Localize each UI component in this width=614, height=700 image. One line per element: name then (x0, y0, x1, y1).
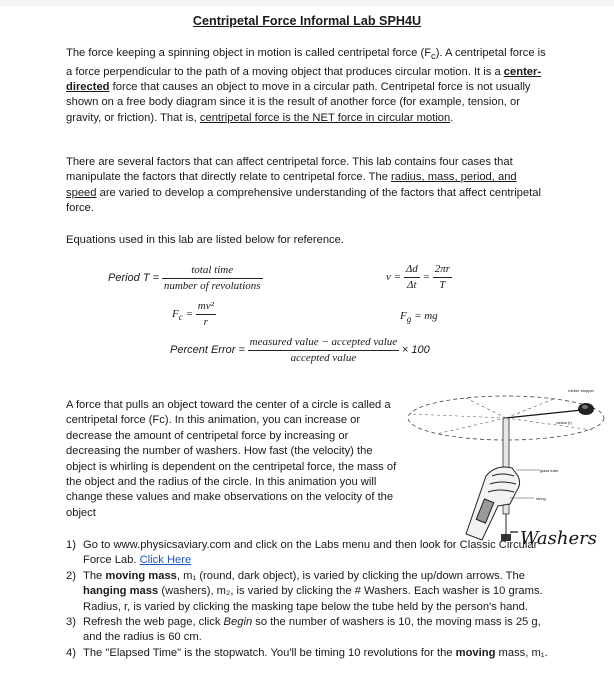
gravity-force-equation (400, 310, 438, 326)
step-number: 4) (66, 646, 76, 659)
step-text: The (83, 569, 106, 582)
string-label: string (536, 496, 546, 501)
step-4 (66, 646, 556, 661)
velocity-numerator-2: 2πr (433, 263, 452, 278)
step-number: 2) (66, 569, 76, 582)
net-force-statement: centripetal force is the NET force in circular motion (199, 111, 451, 124)
intro-text-3: force that causes an object to move in a circular path. Centripetal force is not usually shown on a free body diagram since it is the result of another force (for example, tension, or gravity, or friction). That is, (66, 81, 531, 124)
velocity-fraction-2 (433, 263, 452, 292)
intro-fc-subscript: c (431, 51, 436, 62)
step-2 (66, 569, 556, 615)
period-denominator: number of revolutions (163, 280, 261, 292)
percent-error-lhs: Percent Error = (170, 344, 245, 357)
percent-error-multiplier: × 100 (401, 344, 430, 357)
fg-subscript: g (406, 314, 412, 325)
fc-equals: = (182, 308, 193, 321)
click-here-link[interactable]: Click Here (139, 554, 192, 567)
rubber-stopper (578, 403, 594, 415)
step-text: Refresh the web page, click (83, 616, 224, 629)
hanging-string (501, 514, 511, 541)
period-lhs: Period T = (108, 272, 160, 285)
period-numerator: total time (162, 264, 263, 279)
intro-text-4: . (450, 111, 454, 124)
velocity-equals: = (422, 271, 430, 284)
whirling-apparatus-figure (406, 384, 606, 554)
centripetal-force-equation (172, 300, 216, 329)
fc-symbol: F (172, 308, 179, 321)
radius-label: radius (r) (556, 420, 573, 425)
step-number: 1) (66, 539, 76, 551)
hanging-mass-term: hanging mass (83, 585, 159, 598)
intro-text-2: ). A centripetal force is a force perpendicular to the path of a moving object that produces circular motion. It is a (66, 47, 546, 78)
page-top-edge (0, 0, 614, 6)
stopper-label: rubber stopper (568, 388, 595, 393)
begin-term: Begin (223, 616, 253, 629)
percent-error-fraction (248, 336, 400, 365)
radius-string (506, 410, 582, 418)
animation-paragraph: A force that pulls an object toward the center of a circle is called a centripetal force (Fc). In this animation, you can increase or decrease the amount of centripetal force by increasing or decreasing the number of washers. How fast (the velocity) the object is whirling is dependent on the centripetal force, the mass of the object and the radius of the circle. In this animation you will change these values and make observations on the velocity of the object (66, 399, 397, 519)
intro-paragraph (66, 46, 548, 126)
percent-error-equation (170, 336, 430, 365)
factors-text-1: There are several factors that can affect centripetal force. This lab contains four cases that manipulate the factors that directly relate to centripetal force. The (66, 156, 513, 184)
moving-mass-term: moving mass (105, 569, 177, 582)
fc-denominator: r (203, 316, 208, 328)
step-text: Go to www.physicsaviary.com and click on the Labs menu and then look for Classic Circular Force Lab. (83, 539, 538, 567)
moving-term: moving (455, 646, 496, 659)
step-number: 3) (66, 616, 76, 629)
period-equation (108, 264, 263, 293)
velocity-denominator-2: T (439, 279, 446, 291)
percent-error-numerator: measured value − accepted value (248, 336, 400, 351)
velocity-numerator-1: Δd (404, 263, 420, 278)
velocity-lhs: v = (386, 271, 402, 284)
fg-symbol: F (400, 310, 407, 322)
factors-text-2: are varied to develop a comprehensive understanding of the factors that affect centripetal force. (66, 186, 541, 215)
glass-tube-label: glass tube (540, 468, 559, 473)
equations-intro: Equations used in this lab are listed below for reference. (66, 234, 344, 246)
spoke-lines (410, 398, 592, 440)
center-directed-term: center-directed (66, 65, 542, 94)
factors-paragraph (66, 155, 548, 217)
step-text: , m₁ (round, dark object), is varied by clicking the up/down arrows. The (176, 569, 525, 582)
velocity-denominator-1: Δt (407, 279, 417, 291)
step-1 (66, 538, 556, 569)
intro-text-1: The force keeping a spinning object in motion is called centripetal force (F (66, 47, 432, 59)
step-text: so the number of washers is 10, the moving mass is 25 g, and the radius is 60 cm. (83, 616, 541, 644)
instruction-list (66, 538, 556, 661)
hand-drawing (466, 467, 520, 540)
fc-numerator: mv² (196, 300, 216, 315)
fc-subscript: c (178, 312, 183, 323)
fg-rhs: = mg (411, 310, 438, 322)
step-3 (66, 615, 556, 646)
velocity-equation (386, 263, 452, 292)
step-text: The "Elapsed Time" is the stopwatch. You'll be timing 10 revolutions for the (83, 646, 456, 659)
step-text: (washers), m₂, is varied by clicking the # Washers. Each washer is 10 grams. Radius, r, is varied by clicking the masking tape below the tube held by the person's hand. (83, 585, 543, 613)
factors-list: radius, mass, period, and speed (66, 171, 517, 199)
washers-handwritten-label: Washers (520, 528, 597, 549)
fc-fraction (196, 300, 216, 329)
period-fraction (162, 264, 263, 293)
velocity-fraction-1 (404, 263, 420, 292)
page-title: Centripetal Force Informal Lab SPH4U (192, 14, 422, 28)
step-text: mass, m₁. (495, 646, 548, 659)
percent-error-denominator: accepted value (290, 352, 357, 364)
